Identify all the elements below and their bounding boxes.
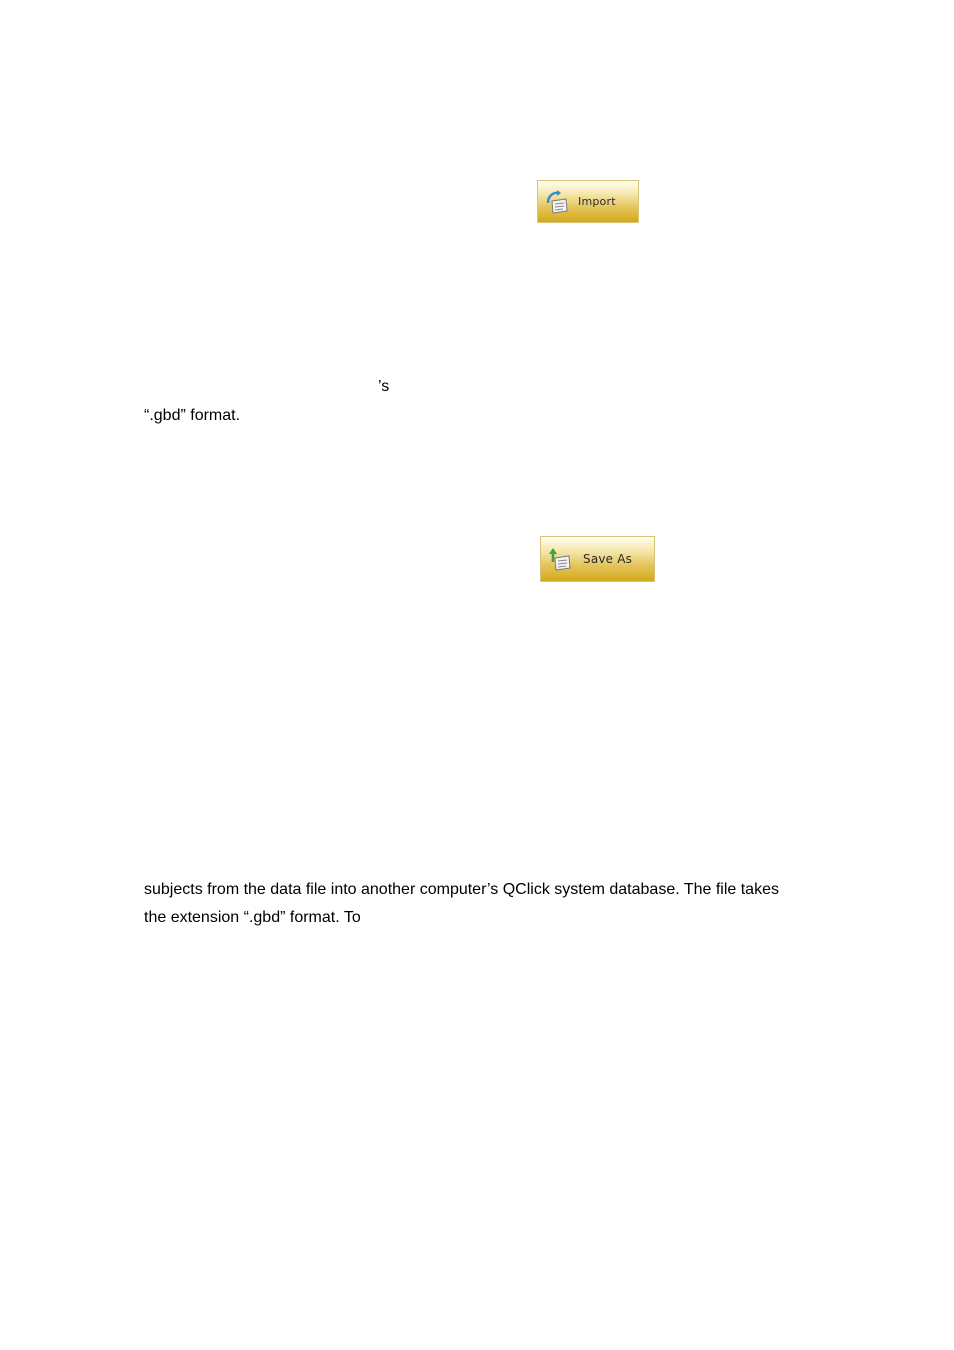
save-as-button-label: Save As [583,552,633,566]
paragraph-line-2: the extension “.gbd” format. To [144,909,361,926]
gbd-format-text: “.gbd” format. [144,407,241,424]
apostrophe-s-text: ’s [378,378,390,395]
save-as-icon [547,546,573,572]
save-as-button[interactable] [540,536,655,582]
import-icon [544,189,570,215]
import-button-label: Import [578,195,616,208]
import-button[interactable] [537,180,639,223]
paragraph-line-1: subjects from the data file into another computer’s QClick system database. The file takes [144,881,779,898]
